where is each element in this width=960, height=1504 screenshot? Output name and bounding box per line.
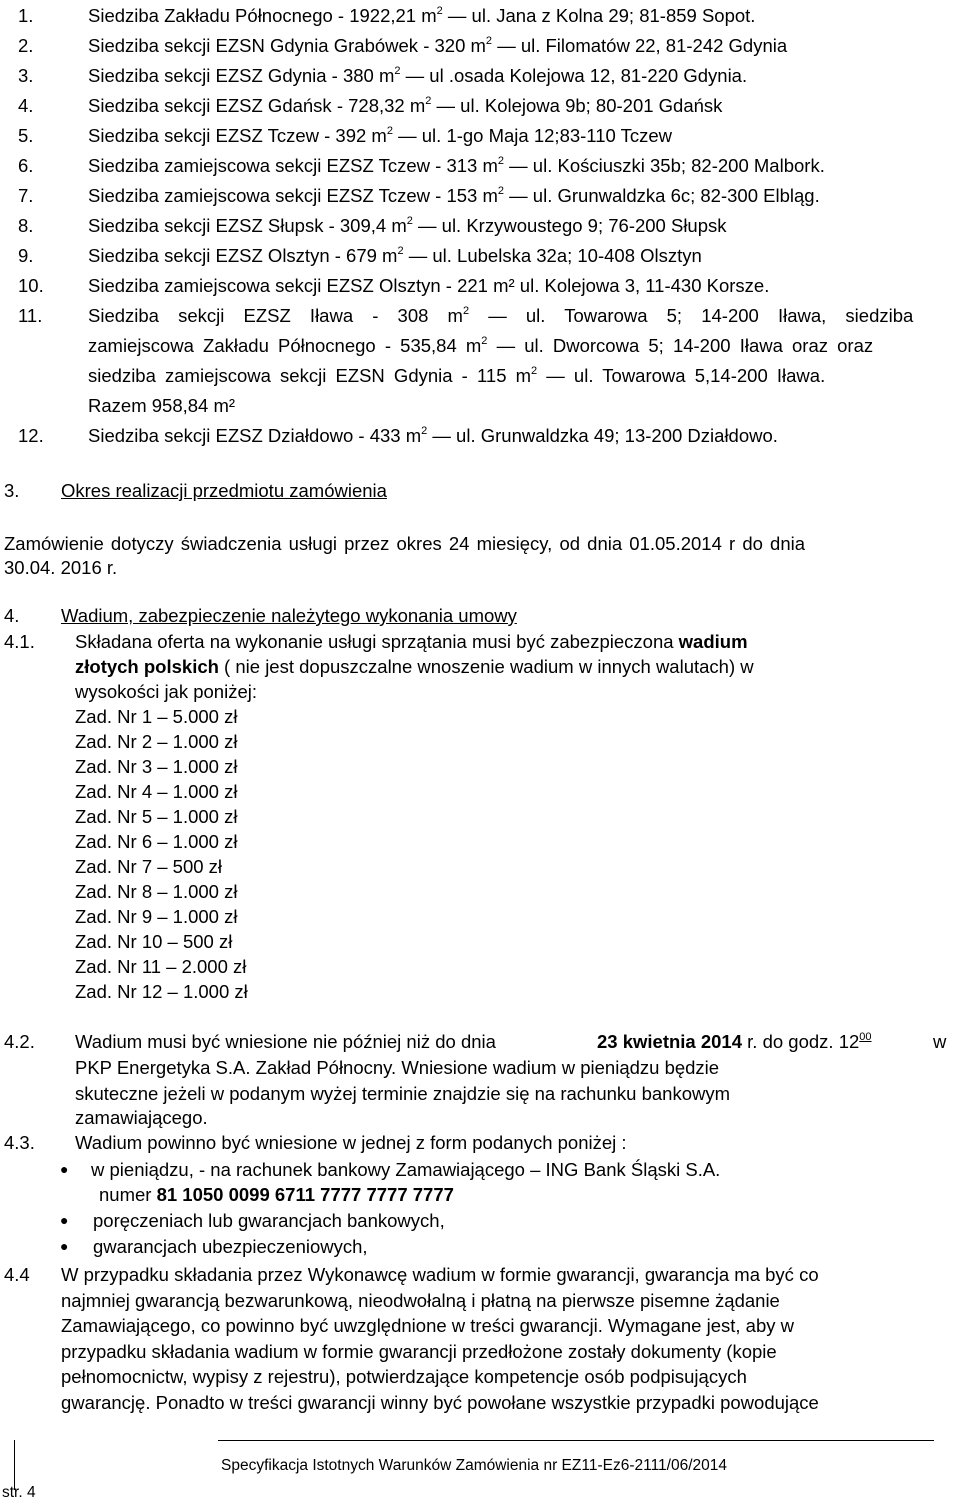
wadium-item: Zad. Nr 4 – 1.000 zł — [75, 781, 238, 802]
wadium-item: Zad. Nr 7 – 500 zł — [75, 856, 223, 877]
bullet-icon: ● — [60, 1212, 69, 1228]
section-4-1-line-1: Składana oferta na wykonanie usługi sprzątania musi być zabezpieczona wadium — [75, 631, 748, 652]
wadium-item: Zad. Nr 12 – 1.000 zł — [75, 981, 248, 1002]
site-11-total: Razem 958,84 m² — [88, 395, 236, 416]
section-4-2-line-3: skuteczne jeżeli w podanym wyżej terminie znajdzie się na rachunku bankowym — [75, 1083, 731, 1104]
section-4-2-line-1d: w — [933, 1031, 947, 1052]
section-4-4-line: przypadku składania wadium w formie gwarancji przedłożone zostały dokumenty (kopie — [61, 1340, 777, 1362]
section-3-paragraph-line-1: Zamówienie dotyczy świadczenia usługi przez okres 24 miesięcy, od dnia 01.05.2014 r do dnia — [4, 533, 806, 554]
section-4-2-line-2: PKP Energetyka S.A. Zakład Północny. Wniesione wadium w pieniądzu będzie — [75, 1057, 720, 1078]
bullet-icon: ● — [60, 1238, 69, 1254]
site-num: 2. — [18, 35, 34, 56]
site-11-line-3: siedziba zamiejscowa sekcji EZSN Gdynia - 115 $m^2$ — ul. Towarowa 5,14-200 Iława. — [88, 364, 826, 386]
site-text: Siedziba zamiejscowa sekcji EZSZ Tczew - 313 $m^2$ — ul. Kościuszki 35b; 82-200 Malbork. — [88, 154, 825, 176]
page-number: str. 4 — [2, 1484, 36, 1501]
site-text: Siedziba sekcji EZSZ Tczew - 392 $m^2$ — ul. 1-go Maja 12;83-110 Tczew — [88, 124, 673, 146]
wadium-item: Zad. Nr 3 – 1.000 zł — [75, 756, 238, 777]
site-num: 4. — [18, 95, 34, 116]
wadium-item: Zad. Nr 9 – 1.000 zł — [75, 906, 238, 927]
site-11-line-1: Siedziba sekcji EZSZ Iława - 308 $m^2$ — ul. Towarowa 5; 14-200 Iława, siedziba — [88, 304, 914, 326]
section-4-3-bullet-3: gwarancjach ubezpieczeniowych, — [93, 1236, 368, 1257]
section-4-2-num: 4.2. — [4, 1031, 35, 1052]
site-12-text: Siedziba sekcji EZSZ Działdowo - 433 $m^2$ — ul. Grunwaldzka 49; 13-200 Działdowo. — [88, 424, 778, 446]
site-num: 6. — [18, 155, 34, 176]
site-text: Siedziba sekcji EZSN Gdynia Grabówek - 320 $m^2$ — ul. Filomatów 22, 81-242 Gdynia — [88, 34, 788, 56]
site-text: Siedziba sekcji EZSZ Gdynia - 380 $m^2$ — ul .osada Kolejowa 12, 81-220 Gdynia. — [88, 64, 748, 86]
site-10-text: Siedziba zamiejscowa sekcji EZSZ Olsztyn - 221 m² ul. Kolejowa 3, 11-430 Korsze. — [88, 275, 770, 296]
wadium-item: Zad. Nr 5 – 1.000 zł — [75, 806, 238, 827]
wadium-item: Zad. Nr 10 – 500 zł — [75, 931, 233, 952]
wadium-item: Zad. Nr 1 – 5.000 zł — [75, 706, 238, 727]
section-4-2-line-1b: 23 kwietnia 2014 r. do godz. $12^{00}$ — [597, 1030, 872, 1052]
section-4-4-line: gwarancję. Ponadto w treści gwarancji winny być powołane wszystkie przypadki powodujące — [61, 1392, 819, 1413]
wadium-item: Zad. Nr 8 – 1.000 zł — [75, 881, 238, 902]
wadium-item: Zad. Nr 11 – 2.000 zł — [75, 956, 247, 977]
section-3-num: 3. — [4, 480, 20, 501]
section-4-4-line: Zamawiającego, co powinno być uwzględnione w treści gwarancji. Wymagane jest, aby w — [61, 1315, 794, 1337]
section-4-3-num: 4.3. — [4, 1132, 35, 1153]
bullet-icon: ● — [60, 1161, 69, 1177]
site-text: Siedziba sekcji EZSZ Olsztyn - 679 $m^2$ — ul. Lubelska 32a; 10-408 Olsztyn — [88, 244, 702, 266]
site-num: 8. — [18, 215, 34, 236]
section-4-3-bullet-1-account: numer 81 1050 0099 6711 7777 7777 7777 — [99, 1184, 454, 1205]
section-4-4-line: najmniej gwarancją bezwarunkową, nieodwołalną i płatną na pierwsze pisemne żądanie — [61, 1289, 780, 1311]
wadium-item: Zad. Nr 6 – 1.000 zł — [75, 831, 238, 852]
site-12-num: 12. — [18, 425, 44, 446]
site-num: 1. — [18, 5, 34, 26]
section-4-4-line: W przypadku składania przez Wykonawcę wadium w formie gwarancji, gwarancja ma być co — [61, 1264, 819, 1285]
section-4-num: 4. — [4, 605, 20, 626]
section-4-4-num: 4.4 — [4, 1264, 30, 1285]
site-num: 9. — [18, 245, 34, 266]
section-3-paragraph-line-2: 30.04. 2016 r. — [4, 557, 118, 578]
footer-rule — [218, 1440, 934, 1441]
site-num: 7. — [18, 185, 34, 206]
section-4-1-num: 4.1. — [4, 631, 35, 652]
site-11-line-2: zamiejscowa Zakładu Północnego - 535,84 $m^2$ — ul. Dworcowa 5; 14-200 Iława oraz oraz — [88, 334, 874, 356]
section-4-title: Wadium, zabezpieczenie należytego wykonania umowy — [61, 605, 517, 626]
section-4-3-bullet-2: poręczeniach lub gwarancjach bankowych, — [93, 1210, 445, 1231]
section-4-2-line-4: zamawiającego. — [75, 1107, 208, 1128]
section-4-3-line-1: Wadium powinno być wniesione w jednej z form podanych poniżej : — [75, 1132, 627, 1153]
section-3-title: Okres realizacji przedmiotu zamówienia — [61, 480, 387, 501]
site-num: 3. — [18, 65, 34, 86]
site-num: 5. — [18, 125, 34, 146]
site-text: Siedziba Zakładu Północnego - 1922,21 $m^2$ — ul. Jana z Kolna 29; 81-859 Sopot. — [88, 4, 756, 26]
site-text: Siedziba zamiejscowa sekcji EZSZ Tczew - 153 $m^2$ — ul. Grunwaldzka 6c; 82-300 Elbląg. — [88, 184, 820, 206]
section-4-3-bullet-1: w pieniądzu, - na rachunek bankowy Zamawiającego – ING Bank Śląski S.A. — [91, 1159, 721, 1180]
section-4-2-line-1a: Wadium musi być wniesione nie później niż do dnia — [75, 1031, 496, 1052]
section-4-1-line-2: złotych polskich ( nie jest dopuszczalne wnoszenie wadium w innych walutach) w — [75, 656, 754, 677]
section-4-4-line: pełnomocnictw, wypisy z rejestru), potwierdzające kompetencje osób podpisujących — [61, 1366, 747, 1388]
site-text: Siedziba sekcji EZSZ Gdańsk - 728,32 $m^2$ — ul. Kolejowa 9b; 80-201 Gdańsk — [88, 94, 723, 116]
footer-title: Specyfikacja Istotnych Warunków Zamówienia nr EZ11-Ez6-2111/06/2014 — [221, 1457, 728, 1474]
site-10-num: 10. — [18, 275, 44, 296]
section-4-1-line-3: wysokości jak poniżej: — [75, 681, 257, 702]
site-11-num: 11. — [18, 305, 43, 326]
site-text: Siedziba sekcji EZSZ Słupsk - 309,4 $m^2$ — ul. Krzywoustego 9; 76-200 Słupsk — [88, 214, 727, 236]
wadium-item: Zad. Nr 2 – 1.000 zł — [75, 731, 238, 752]
